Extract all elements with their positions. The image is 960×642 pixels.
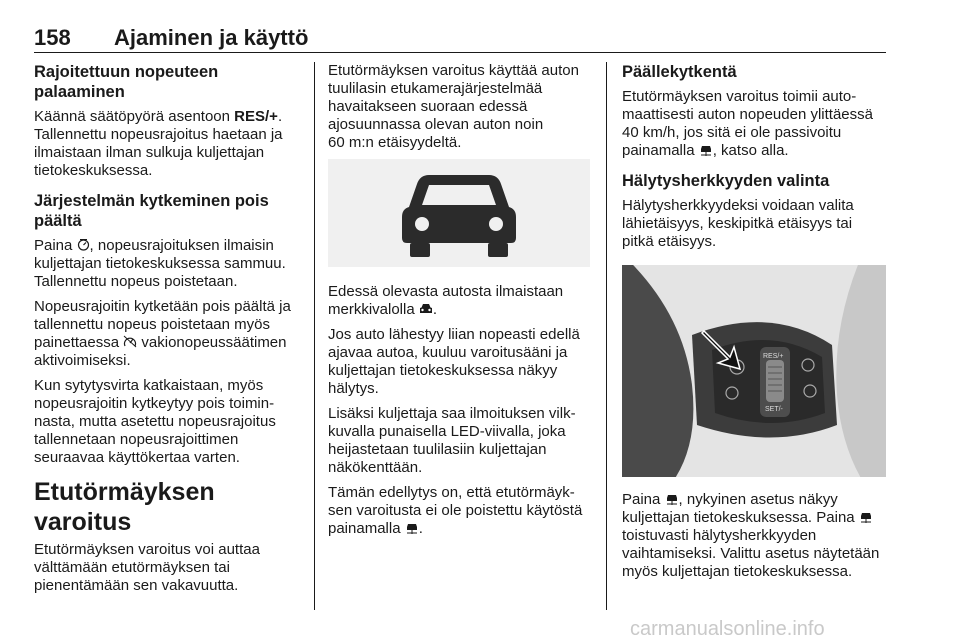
paragraph-indicator: Edessä olevasta autosta ilmaistaan merkkivalolla . [328,283,564,318]
heading-deactivate: Järjestelmän kytkeminen pois päältä [34,192,269,230]
column-divider [314,62,315,610]
paragraph-press-button: Paina , nykyinen asetus näkyy kuljettajan tietokeskuksessa. Paina toistuvasti hälytysherkkyyden vaihtamiseksi. Valittu asetus näytetään myös kuljettajan tietokeskuksessa. [622,491,880,580]
page-header [34,26,886,53]
paragraph-led: Lisäksi kuljettaja saa ilmoituksen vilkkuvalla punaisella LED-viivalla, joka heijastetaan tuulilasiin kuljettajan näkökenttään. [328,405,576,476]
column-right [622,62,886,588]
paragraph-deactivate-1: Paina , nopeusrajoituksen ilmaisin kuljettajan tietokeskuksessa sammuu. Tallennettu nopeus poistetaan. [34,237,286,290]
watermark: carmanualsonline.info [630,618,825,640]
vehicle-ahead-illustration [328,159,590,267]
collision-alert-button-icon [699,143,713,156]
cruise-control-icon [123,335,137,348]
paragraph-activation: Etutörmäyksen varoitus toimii automaattisesti auton nopeuden ylittäessä 40 km/h, jos sitä ei ole passivoitu painamalla , katso alla. [622,88,873,159]
paragraph-resume: Käännä säätöpyörä asentoon RES/+. Tallennettu nopeusrajoitus haetaan ja ilmaistaan ilman sulkuja kuljettajan tietokeskuksessa. [34,108,283,179]
chapter-title: Ajaminen ja käyttö [114,25,309,50]
vehicle-ahead-small-icon [419,303,433,315]
steering-wheel-controls-image [622,265,886,477]
paragraph-sensitivity: Hälytysherkkyydeksi voidaan valita lähietäisyys, keskipitkä etäisyys tai pitkä etäisyys. [622,197,854,250]
page-number: 158 [34,25,71,50]
heading-forward-collision-alert: Etutörmäyksen varoitus [34,478,215,536]
heading-activation: Päällekytkentä [622,63,737,81]
paragraph-condition: Tämän edellytys on, että etutörmäyksen varoitusta ei ole poistettu käytöstä painamalla . [328,484,583,537]
collision-alert-button-icon [665,492,679,505]
heading-alert-sensitivity: Hälytysherkkyyden valinta [622,172,830,190]
vehicle-ahead-icon [328,159,590,267]
heading-resume-speed: Rajoitettuun nopeuteen palaaminen [34,63,219,101]
steering-wheel-illustration [622,265,886,477]
paragraph-alarm: Jos auto lähestyy liian nopeasti edellä ajavaa autoa, kuuluu varoitusääni ja kuljettajan tietokeskuksessa näkyy hälytys. [328,326,580,397]
paragraph-deactivate-2: Nopeusrajoitin kytketään pois päältä ja tallennettu nopeus poistetaan myös painettaessa vakionopeussäätimen aktivoimiseksi. [34,298,291,369]
wheel-label-set: SET/- [765,406,783,413]
column-middle [328,62,590,545]
paragraph-camera: Etutörmäyksen varoitus käyttää auton tuulilasin etukamerajärjestelmää havaitakseen suoraan edessä ajosuunnassa olevan auton noin 60 m:n etäisyydeltä. [328,62,579,151]
paragraph-ignition-off: Kun sytytysvirta katkaistaan, myös nopeusrajoitin kytkeytyy pois toiminnasta, mutta asetettu nopeusrajoitus tallennetaan nopeusrajoittimen seuraavaa käyttökertaa varten. [34,377,276,466]
paragraph-fcw-intro: Etutörmäyksen varoitus voi auttaa välttämään etutörmäyksen tai pienentämään sen vakavuutta. [34,541,260,594]
speed-limiter-icon [77,238,90,251]
collision-alert-button-icon [859,510,873,523]
collision-alert-button-icon [405,521,419,534]
column-left [34,62,302,602]
res-plus-label: RES/+ [234,108,278,125]
column-divider [606,62,607,610]
wheel-label-res: RES/+ [763,353,784,360]
